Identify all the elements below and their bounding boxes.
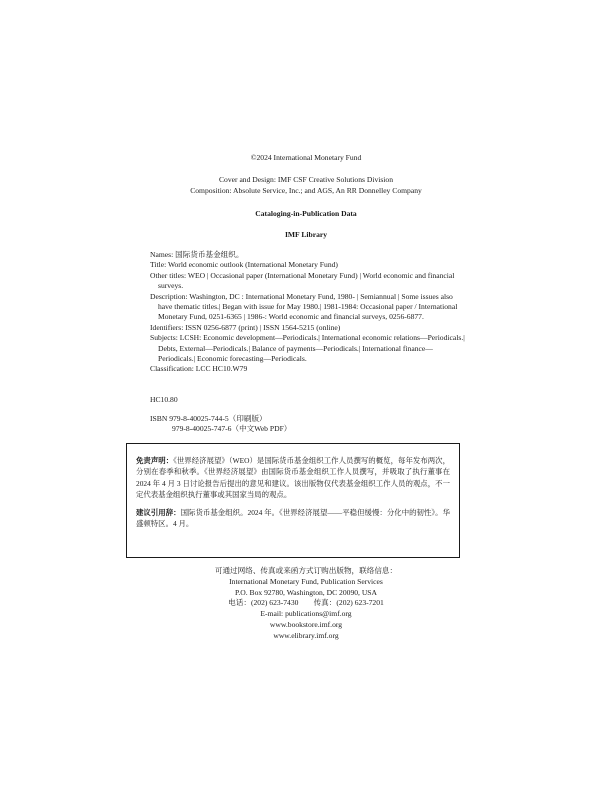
catalog-subjects: Subjects: LCSH: Economic development—Periodicals.| International economic relations—Periodicals.| Debts, External—Periodicals.| Balance of payments—Periodicals.| International finance—Periodicals.| Economic forecasting—Periodicals. [150, 333, 465, 364]
catalog-names: Names: 国际货币基金组织。 [150, 250, 244, 259]
isbn-line-2: 979-8-40025-747-6（中文Web PDF） [172, 424, 292, 433]
isbn-line-1: ISBN 979-8-40025-744-5（印刷版） [150, 414, 267, 423]
disclaimer-box [126, 443, 460, 558]
contact-org: International Monetary Fund, Publication Services [229, 576, 383, 586]
hc-code: HC10.80 [150, 395, 178, 404]
disclaimer-label: 免责声明： [136, 456, 174, 465]
copyright-line: ©2024 International Monetary Fund [250, 153, 362, 162]
contact-email: E-mail: publications@imf.org [260, 609, 352, 619]
catalog-record [150, 250, 466, 375]
disclaimer-text: 《世界经济展望》（WEO）是国际货币基金组织工作人员撰写的概览，每年发布两次，分别在春季和秋季。《世界经济展望》由国际货币基金组织工作人员撰写，并吸取了执行董事在 2024 年 4 月 3 日讨论报告后提出的意见和建议。该出版物仅代表基金组织工作人员的观点，不一定代表基金组织执行董事或其国家当局的观点。 [136, 456, 450, 500]
catalog-other-titles: Other titles: WEO | Occasional paper (International Monetary Fund) | World economic and financial surveys. [150, 270, 455, 291]
contact-intro: 可通过网络、传真或来函方式订购出版物，联络信息： [214, 566, 398, 575]
cip-heading: Cataloging-in-Publication Data [255, 209, 357, 218]
cip-library: IMF Library [284, 230, 328, 239]
contact-bookstore-link[interactable]: www.bookstore.imf.org [269, 619, 343, 629]
contact-address: P.O. Box 92780, Washington, DC 20090, USA [234, 587, 378, 597]
catalog-title: Title: World economic outlook (International Monetary Fund) [150, 260, 338, 270]
composition-credit: Composition: Absolute Service, Inc.; and AGS, An RR Donnelley Company [190, 186, 422, 195]
citation-paragraph [136, 507, 450, 530]
catalog-classification: Classification: LCC HC10.W79 [150, 364, 248, 374]
catalog-identifiers: Identifiers: ISSN 0256-6877 (print) | ISSN 1564-5215 (online) [150, 322, 341, 332]
citation-text: 国际货币基金组织。2024 年。《世界经济展望——平稳但缓慢：分化中的韧性》。华盛顿特区。4 月。 [136, 507, 450, 529]
contact-info [150, 566, 462, 642]
catalog-description: Description: Washington, DC : International Monetary Fund, 1980- | Semiannual | Some issues also have thematic titles.| Began with issue for May 1980.| 1981-1984: Occasional paper / International Monetary Fund, 0251-6365 | 1986-: World economic and financial surveys, 0256-6877. [150, 291, 458, 322]
citation-label: 建议引用辞： [136, 507, 181, 517]
contact-elibrary-link[interactable]: www.elibrary.imf.org [273, 630, 339, 640]
contact-phone-fax: 电话：(202) 623-7430 传真：(202) 623-7201 [228, 598, 384, 608]
disclaimer-paragraph [136, 455, 450, 501]
cover-credit: Cover and Design: IMF CSF Creative Solutions Division [218, 175, 394, 184]
